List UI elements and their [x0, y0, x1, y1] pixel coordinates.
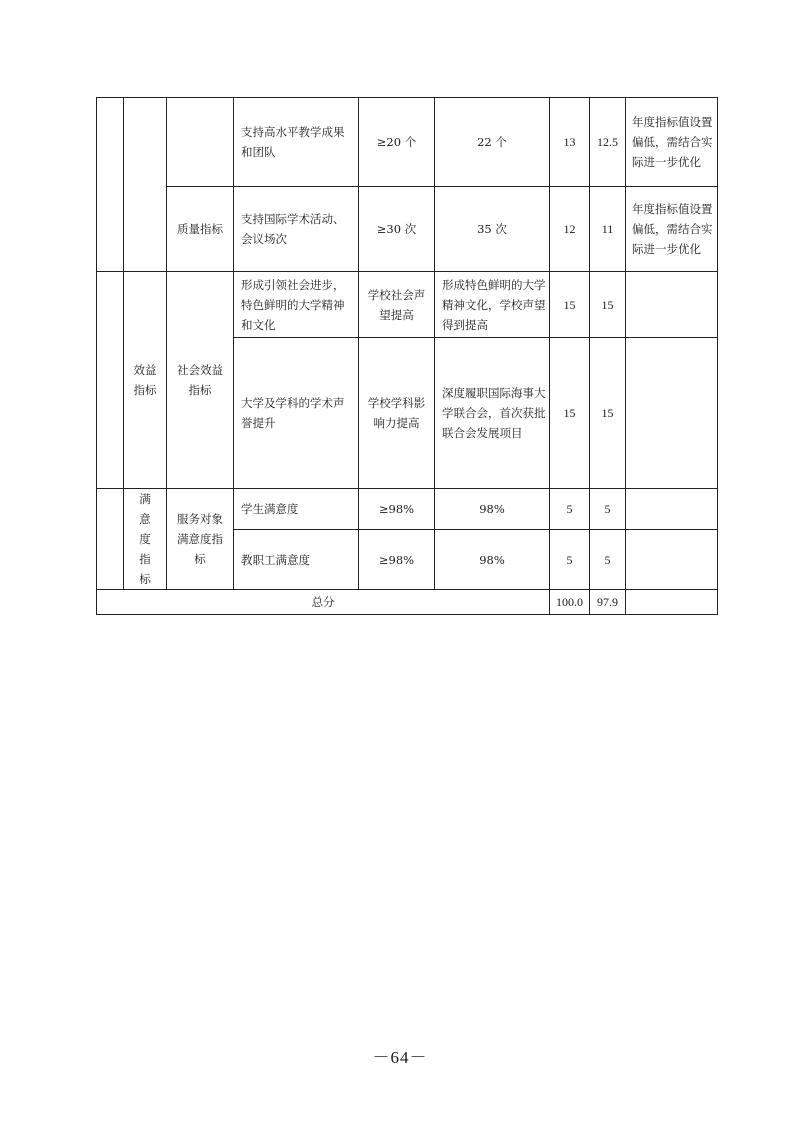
weight-cell: 5	[550, 530, 590, 590]
actual-value-cell: 22 个	[435, 98, 550, 187]
note-cell: 年度指标值设置偏低，需结合实际进一步优化	[626, 187, 718, 272]
weight-cell: 15	[550, 338, 590, 489]
target-value-cell: 学校学科影响力提高	[359, 338, 435, 489]
target-value-cell: ≥20 个	[359, 98, 435, 187]
total-score-cell: 97.9	[590, 590, 626, 615]
actual-value-cell: 深度履职国际海事大学联合会，首次获批联合会发展项目	[435, 338, 550, 489]
weight-cell: 13	[550, 98, 590, 187]
sub-indicator-cell: 支持高水平教学成果和团队	[234, 98, 359, 187]
level2-indicator-cell: 社会效益指标	[167, 272, 234, 489]
target-value-cell: 学校社会声望提高	[359, 272, 435, 338]
sub-indicator-cell: 形成引领社会进步，特色鲜明的大学精神和文化	[234, 272, 359, 338]
score-cell: 11	[590, 187, 626, 272]
total-row	[97, 590, 718, 615]
table-row	[97, 272, 718, 338]
score-cell: 15	[590, 338, 626, 489]
empty-cell	[97, 489, 124, 590]
table-row	[97, 98, 718, 187]
sub-indicator-cell: 教职工满意度	[234, 530, 359, 590]
sub-indicator-cell: 大学及学科的学术声誉提升	[234, 338, 359, 489]
sub-indicator-cell: 支持国际学术活动、会议场次	[234, 187, 359, 272]
target-value-cell: ≥98%	[359, 489, 435, 530]
score-cell: 12.5	[590, 98, 626, 187]
empty-cell	[167, 98, 234, 187]
note-cell	[626, 338, 718, 489]
target-value-cell: ≥98%	[359, 530, 435, 590]
total-label-cell: 总分	[97, 590, 550, 615]
weight-cell: 5	[550, 489, 590, 530]
note-cell: 年度指标值设置偏低，需结合实际进一步优化	[626, 98, 718, 187]
total-note-cell	[626, 590, 718, 615]
table-row	[97, 187, 718, 272]
actual-value-cell: 98%	[435, 489, 550, 530]
total-weight-cell: 100.0	[550, 590, 590, 615]
empty-cell	[97, 272, 124, 489]
weight-cell: 15	[550, 272, 590, 338]
target-value-cell: ≥30 次	[359, 187, 435, 272]
score-cell: 5	[590, 530, 626, 590]
score-cell: 15	[590, 272, 626, 338]
empty-cell	[97, 98, 124, 272]
score-cell: 5	[590, 489, 626, 530]
note-cell	[626, 530, 718, 590]
table-row	[97, 489, 718, 530]
weight-cell: 12	[550, 187, 590, 272]
actual-value-cell: 98%	[435, 530, 550, 590]
level1-indicator-cell: 满意度指标	[124, 489, 167, 590]
level2-indicator-cell: 服务对象满意度指标	[167, 489, 234, 590]
performance-table	[96, 97, 718, 615]
indicator-category-cell: 质量指标	[167, 187, 234, 272]
level1-indicator-cell: 效益指标	[124, 272, 167, 489]
actual-value-cell: 形成特色鲜明的大学精神文化，学校声望得到提高	[435, 272, 550, 338]
note-cell	[626, 489, 718, 530]
page-number: －64－	[372, 1048, 428, 1067]
sub-indicator-cell: 学生满意度	[234, 489, 359, 530]
empty-cell	[124, 98, 167, 272]
note-cell	[626, 272, 718, 338]
actual-value-cell: 35 次	[435, 187, 550, 272]
